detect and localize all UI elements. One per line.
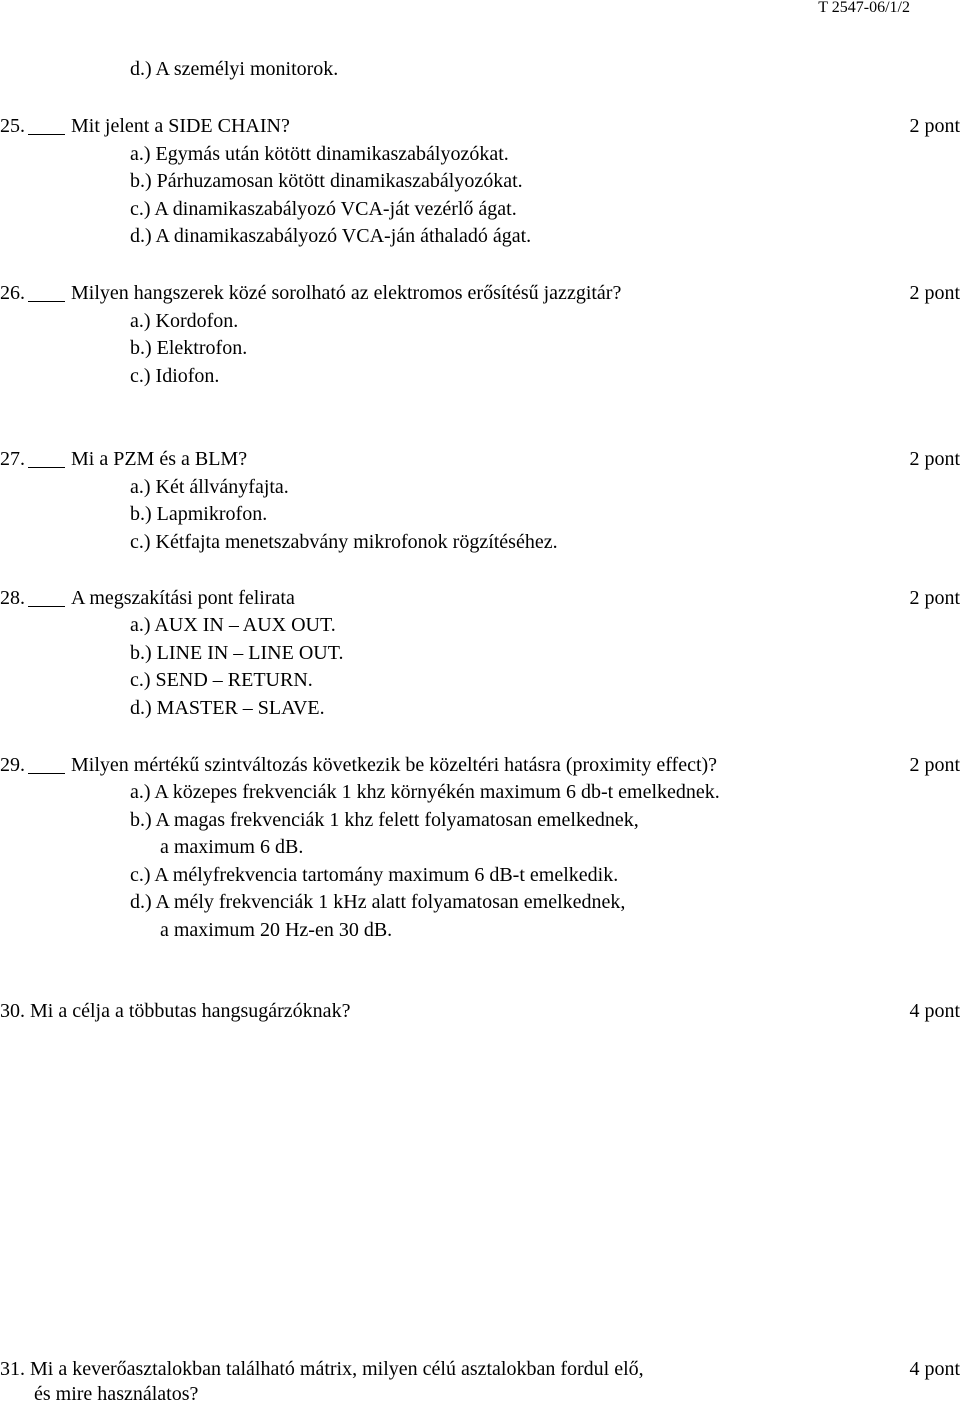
question-number: 28. [0,587,25,609]
points-label: 4 pont [909,1358,960,1380]
question-text: Mit jelent a SIDE CHAIN? [71,115,290,137]
answer-blank[interactable] [28,134,65,135]
answer-option: a.) AUX IN – AUX OUT. [130,614,336,636]
page-code: T 2547-06/1/2 [818,0,910,16]
answer-option: b.) Elektrofon. [130,337,248,359]
points-label: 2 pont [909,448,960,470]
answer-option: a.) Kordofon. [130,310,239,332]
answer-option: b.) A magas frekvenciák 1 khz felett folyamatosan emelkednek, [130,809,639,831]
question-26 [0,280,960,306]
question-27 [0,446,960,472]
points-label: 2 pont [909,282,960,304]
answer-option: c.) A mélyfrekvencia tartomány maximum 6 dB-t emelkedik. [130,864,619,886]
answer-option: c.) Kétfajta menetszabvány mikrofonok rögzítéséhez. [130,531,558,553]
answer-option: d.) A dinamikaszabályozó VCA-ján áthaladó ágat. [130,225,532,247]
answer-option: a.) Két állványfajta. [130,476,289,498]
answer-option: d.) A mély frekvenciák 1 kHz alatt folyamatosan emelkednek, [130,891,626,913]
answer-option: c.) A dinamikaszabályozó VCA-ját vezérlő ágat. [130,198,517,220]
question-text: 31. Mi a keverőasztalokban található mátrix, milyen célú asztalokban fordul elő, [0,1358,644,1380]
answer-blank[interactable] [28,606,65,607]
answer-option: c.) SEND – RETURN. [130,669,313,691]
answer-option: b.) LINE IN – LINE OUT. [130,642,344,664]
answer-option: c.) Idiofon. [130,365,220,387]
answer-option-continuation: a maximum 6 dB. [160,836,304,858]
answer-option: d.) MASTER – SLAVE. [130,697,325,719]
answer-blank[interactable] [28,773,65,774]
q24-option-d: d.) A személyi monitorok. [130,58,339,80]
question-number: 29. [0,754,25,776]
question-number: 26. [0,282,25,304]
answer-option: a.) A közepes frekvenciák 1 khz környékén maximum 6 db-t emelkednek. [130,781,720,803]
question-30 [0,998,960,1024]
question-number: 25. [0,115,25,137]
answer-option: a.) Egymás után kötött dinamikaszabályozókat. [130,143,509,165]
question-text: Milyen hangszerek közé sorolható az elektromos erősítésű jazzgitár? [71,282,622,304]
answer-blank[interactable] [28,301,65,302]
question-25 [0,113,960,139]
question-number: 27. [0,448,25,470]
question-31-continuation: és mire használatos? [34,1383,199,1405]
question-text: A megszakítási pont felirata [71,587,295,609]
points-label: 2 pont [909,115,960,137]
question-29 [0,752,960,778]
answer-blank[interactable] [28,467,65,468]
answer-option: b.) Lapmikrofon. [130,503,268,525]
points-label: 2 pont [909,587,960,609]
question-31 [0,1356,960,1382]
answer-option: b.) Párhuzamosan kötött dinamikaszabályozókat. [130,170,523,192]
points-label: 2 pont [909,754,960,776]
answer-option-continuation: a maximum 20 Hz-en 30 dB. [160,919,393,941]
question-text: 30. Mi a célja a többutas hangsugárzóknak? [0,1000,351,1022]
question-text: Mi a PZM és a BLM? [71,448,248,470]
points-label: 4 pont [909,1000,960,1022]
question-text: Milyen mértékű szintváltozás következik be közeltéri hatásra (proximity effect)? [71,754,718,776]
question-28 [0,585,960,611]
